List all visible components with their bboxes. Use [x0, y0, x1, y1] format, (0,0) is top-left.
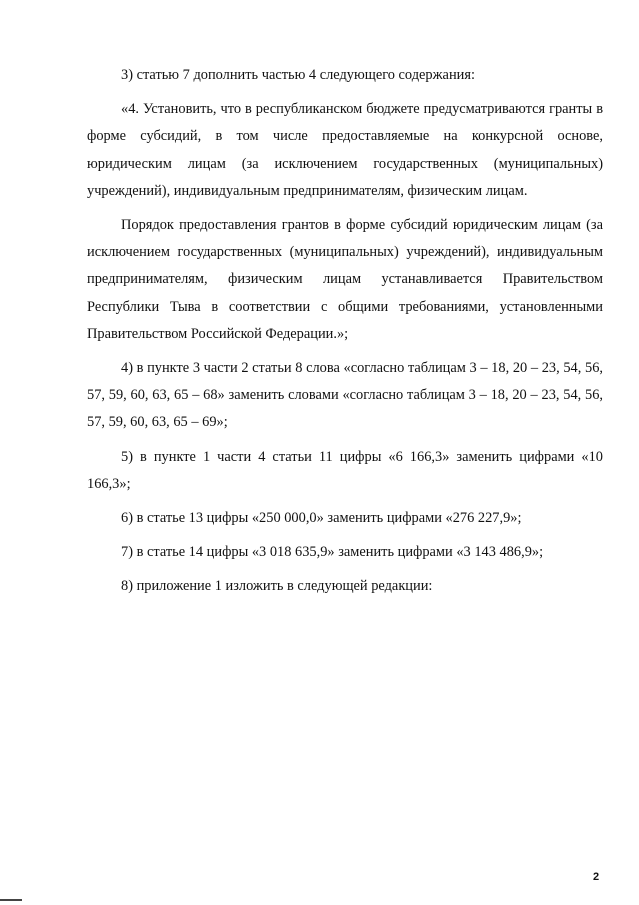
paragraph-grants-clause: «4. Установить, что в республиканском бюджете предусматриваются гранты в форме субсидий, в том числе предоставляемые на конкурсной основе, юридическим лицам (за исключением государственных (муниципальных) учреждений), индивидуальным предпринимателям, физическим лицам.: [87, 101, 603, 199]
paragraph-grants-procedure: Порядок предоставления грантов в форме субсидий юридическим лицам (за исключением государственных (муниципальных) учреждений), индивидуальным предпринимателям, физическим лицам устанавливается Правительством Республики Тыва в соответствии с общими требованиями, установленными Правительством Российской Федерации.»;: [87, 217, 603, 342]
paragraph-item-4: 4) в пункте 3 части 2 статьи 8 слова «согласно таблицам 3 – 18, 20 – 23, 54, 56, 57, 59, 60, 63, 65 – 68» заменить словами «согласно таблицам 3 – 18, 20 – 23, 54, 56, 57, 59, 60, 63, 65 – 69»;: [87, 360, 603, 431]
document-body: [87, 62, 603, 608]
page-number: 2: [593, 871, 600, 883]
paragraph-item-3: 3) статью 7 дополнить частью 4 следующего содержания:: [121, 67, 475, 83]
paragraph-item-8: 8) приложение 1 изложить в следующей редакции:: [121, 578, 433, 595]
paragraph-item-6: 6) в статье 13 цифры «250 000,0» заменить цифрами «276 227,9»;: [121, 510, 522, 527]
paragraph-item-5: 5) в пункте 1 части 4 статьи 11 цифры «6 166,3» заменить цифрами «10 166,3»;: [87, 448, 603, 492]
scan-edge-mark: [0, 899, 22, 901]
paragraph-item-7: 7) в статье 14 цифры «3 018 635,9» заменить цифрами «3 143 486,9»;: [121, 544, 544, 561]
